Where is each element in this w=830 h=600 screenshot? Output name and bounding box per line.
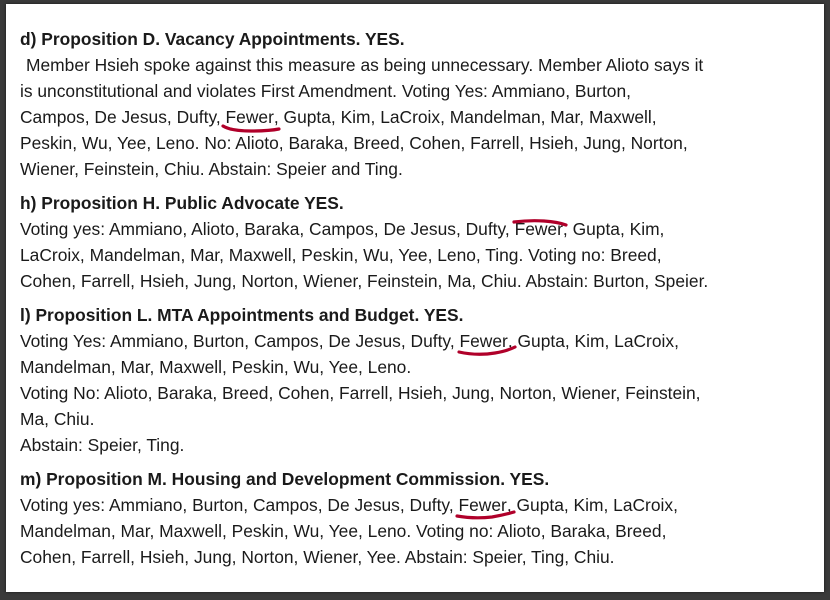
section-heading: d) Proposition D. Vacancy Appointments. YES. xyxy=(20,29,405,49)
section-proposition-m xyxy=(20,466,820,570)
text-line: Voting No: Alioto, Baraka, Breed, Cohen, Farrell, Hsieh, Jung, Norton, Wiener, Feinstein, xyxy=(20,383,701,403)
handwritten-underline xyxy=(221,123,281,135)
text-line: Voting yes: Ammiano, Alioto, Baraka, Campos, De Jesus, Dufty, Fewer , Gupta, Kim, xyxy=(20,216,820,242)
text-line: Mandelman, Mar, Maxwell, Peskin, Wu, Yee, Leno. xyxy=(20,357,412,377)
highlighted-name: Fewer xyxy=(515,216,563,242)
text-line: Abstain: Speier, Ting. xyxy=(20,435,185,455)
highlighted-name: Fewer xyxy=(459,492,507,518)
handwritten-underline xyxy=(510,216,570,228)
text-line: Mandelman, Mar, Maxwell, Peskin, Wu, Yee, Leno. Voting no: Alioto, Baraka, Breed, xyxy=(20,521,667,541)
text-line: Voting Yes: Ammiano, Burton, Campos, De Jesus, Dufty, Fewer , Gupta, Kim, LaCroix, xyxy=(20,328,820,354)
section-proposition-d xyxy=(20,26,820,182)
text-line: Cohen, Farrell, Hsieh, Jung, Norton, Wiener, Feinstein, Ma, Chiu. Abstain: Burton, Speier. xyxy=(20,271,709,291)
text-line: Campos, De Jesus, Dufty, Fewer , Gupta, Kim, LaCroix, Mandelman, Mar, Maxwell, xyxy=(20,104,820,130)
text-line: Peskin, Wu, Yee, Leno. No: Alioto, Baraka, Breed, Cohen, Farrell, Hsieh, Jung, Norton, xyxy=(20,133,688,153)
highlighted-name: Fewer xyxy=(226,104,274,130)
document-page xyxy=(6,4,824,592)
section-heading: m) Proposition M. Housing and Development Commission. YES. xyxy=(20,469,550,489)
text-line: Cohen, Farrell, Hsieh, Jung, Norton, Wiener, Yee. Abstain: Speier, Ting, Chiu. xyxy=(20,547,615,567)
section-heading: h) Proposition H. Public Advocate YES. xyxy=(20,193,344,213)
section-proposition-h xyxy=(20,190,820,294)
section-proposition-l xyxy=(20,302,820,458)
text-line: is unconstitutional and violates First Amendment. Voting Yes: Ammiano, Burton, xyxy=(20,81,631,101)
highlighted-name: Fewer xyxy=(460,328,508,354)
section-heading: l) Proposition L. MTA Appointments and Budget. YES. xyxy=(20,305,464,325)
handwritten-underline xyxy=(454,509,518,523)
handwritten-underline xyxy=(455,345,519,359)
text-line: Member Hsieh spoke against this measure as being unnecessary. Member Alioto says it xyxy=(26,55,704,75)
document-body xyxy=(20,26,820,578)
text-line: Voting yes: Ammiano, Burton, Campos, De Jesus, Dufty, Fewer , Gupta, Kim, LaCroix, xyxy=(20,492,820,518)
text-line: Wiener, Feinstein, Chiu. Abstain: Speier and Ting. xyxy=(20,159,403,179)
text-line: Ma, Chiu. xyxy=(20,409,95,429)
text-line: LaCroix, Mandelman, Mar, Maxwell, Peskin, Wu, Yee, Leno, Ting. Voting no: Breed, xyxy=(20,245,662,265)
